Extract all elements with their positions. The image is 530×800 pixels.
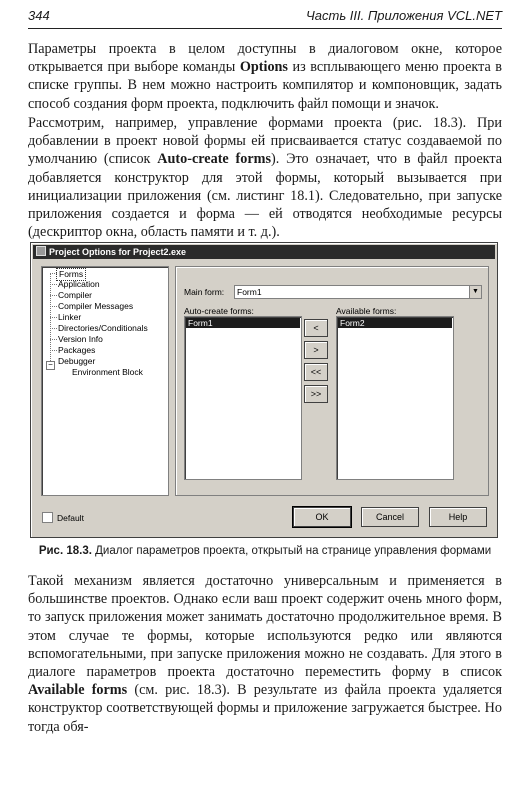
available-list[interactable] (336, 316, 454, 480)
move-all-left-button[interactable]: << (304, 363, 328, 381)
para1-bold-options: Options (239, 59, 288, 76)
options-tree (41, 266, 169, 496)
default-checkbox[interactable] (42, 512, 84, 523)
main-form-label: Main form: (184, 287, 225, 297)
tree-item-linker[interactable]: Linker (58, 312, 82, 322)
tree-connector (50, 306, 57, 307)
tree-item-compiler-messages[interactable]: Compiler Messages (58, 301, 134, 311)
tree-connector (50, 317, 57, 318)
para3-text-2: (см. рис. 18.3). В результате из файла проекта удаляется конструктор соответствующей формы и приложение загружается быстрее. Но тогда обя- (28, 682, 502, 735)
page-header (28, 8, 502, 26)
para2-text-1: Рассмотрим, например, управление формами проекта (рис. 18.3). При добавлении в проект новой формы ей присваивается статус создаваемой по умолчанию (список (28, 115, 502, 168)
move-left-button[interactable]: < (304, 319, 328, 337)
paragraph-2 (28, 114, 502, 241)
para1-text-1: Параметры проекта в целом доступны в диалоговом окне, которое открывается при выборе команды (28, 41, 502, 76)
default-label: Default (57, 513, 84, 523)
tree-item-packages[interactable]: Packages (58, 345, 96, 355)
cancel-button[interactable]: Cancel (361, 507, 419, 527)
main-form-value: Form1 (237, 287, 262, 297)
forms-page (175, 266, 489, 496)
move-right-button[interactable]: > (304, 341, 328, 359)
main-form-select[interactable] (234, 285, 482, 299)
tree-line (50, 273, 51, 365)
para2-text-2: ). Это означает, что в файл проекта добавляется конструктор для этой формы, который вызывается при инициализации приложения (см. листинг 18.1). Следовательно, при запуске приложения создается и форма — ей отводятся необходимые ресурсы (дескриптор окна, область памяти и т. д.). (28, 151, 503, 241)
tree-item-forms[interactable]: Forms (56, 268, 86, 281)
figure-caption (28, 545, 502, 557)
auto-create-label: Auto-create forms: (184, 306, 254, 316)
tree-item-compiler[interactable]: Compiler (58, 290, 93, 300)
tree-connector (50, 295, 57, 296)
available-label: Available forms: (336, 306, 397, 316)
move-all-right-button[interactable]: >> (304, 385, 328, 403)
dialog-titlebar (33, 245, 495, 259)
para3-text-1: Такой механизм является достаточно универсальным и применяется в большинстве проектов. Однако если ваш проект содержит очень много форм, то запуск приложения может занимать достаточно продолжительное время. В этом случае те формы, которые используются редко или являются вспомогательными, при запуске приложения можно не создавать. Для этого в диалоге параметров проекта достаточно переместить форму в список (28, 573, 502, 681)
page-number: 344 (28, 8, 50, 23)
tree-connector (50, 350, 57, 351)
tree-item-directories[interactable]: Directories/Conditionals (58, 323, 148, 333)
dropdown-arrow-icon[interactable]: ▼ (469, 286, 481, 298)
tree-connector (50, 339, 57, 340)
app-icon (36, 246, 46, 256)
dialog-title: Project Options for Project2.exe (49, 247, 187, 257)
ok-button[interactable]: OK (293, 507, 351, 527)
tree-item-environment-block[interactable]: Environment Block (72, 367, 143, 377)
paragraph-1 (28, 40, 502, 113)
running-title: Часть III. Приложения VCL.NET (306, 8, 502, 23)
para3-bold-available: Available forms (28, 682, 128, 699)
caption-label: Рис. 18.3. (38, 545, 92, 557)
project-options-dialog (30, 242, 498, 538)
header-rule (28, 28, 502, 29)
tree-connector (50, 328, 57, 329)
paragraph-3 (28, 572, 502, 736)
checkbox-box[interactable] (42, 512, 53, 523)
tree-connector (50, 284, 57, 285)
list-item[interactable]: Form2 (338, 318, 452, 328)
auto-create-list[interactable] (184, 316, 302, 480)
tree-item-version-info[interactable]: Version Info (58, 334, 103, 344)
help-button[interactable]: Help (429, 507, 487, 527)
collapse-icon[interactable]: − (46, 361, 55, 370)
para2-bold-autocreate: Auto-create forms (157, 151, 272, 168)
caption-text: Диалог параметров проекта, открытый на странице управления формами (91, 545, 492, 557)
para1-text-2: из всплывающего меню проекта в списке группы. В нем можно настроить компилятор и компоновщик, задать способ создания форм проекта, подключить файл помощи и значок. (28, 59, 502, 112)
tree-item-application[interactable]: Application (58, 279, 100, 289)
list-item[interactable]: Form1 (186, 318, 300, 328)
tree-item-debugger[interactable]: Debugger (58, 356, 96, 366)
